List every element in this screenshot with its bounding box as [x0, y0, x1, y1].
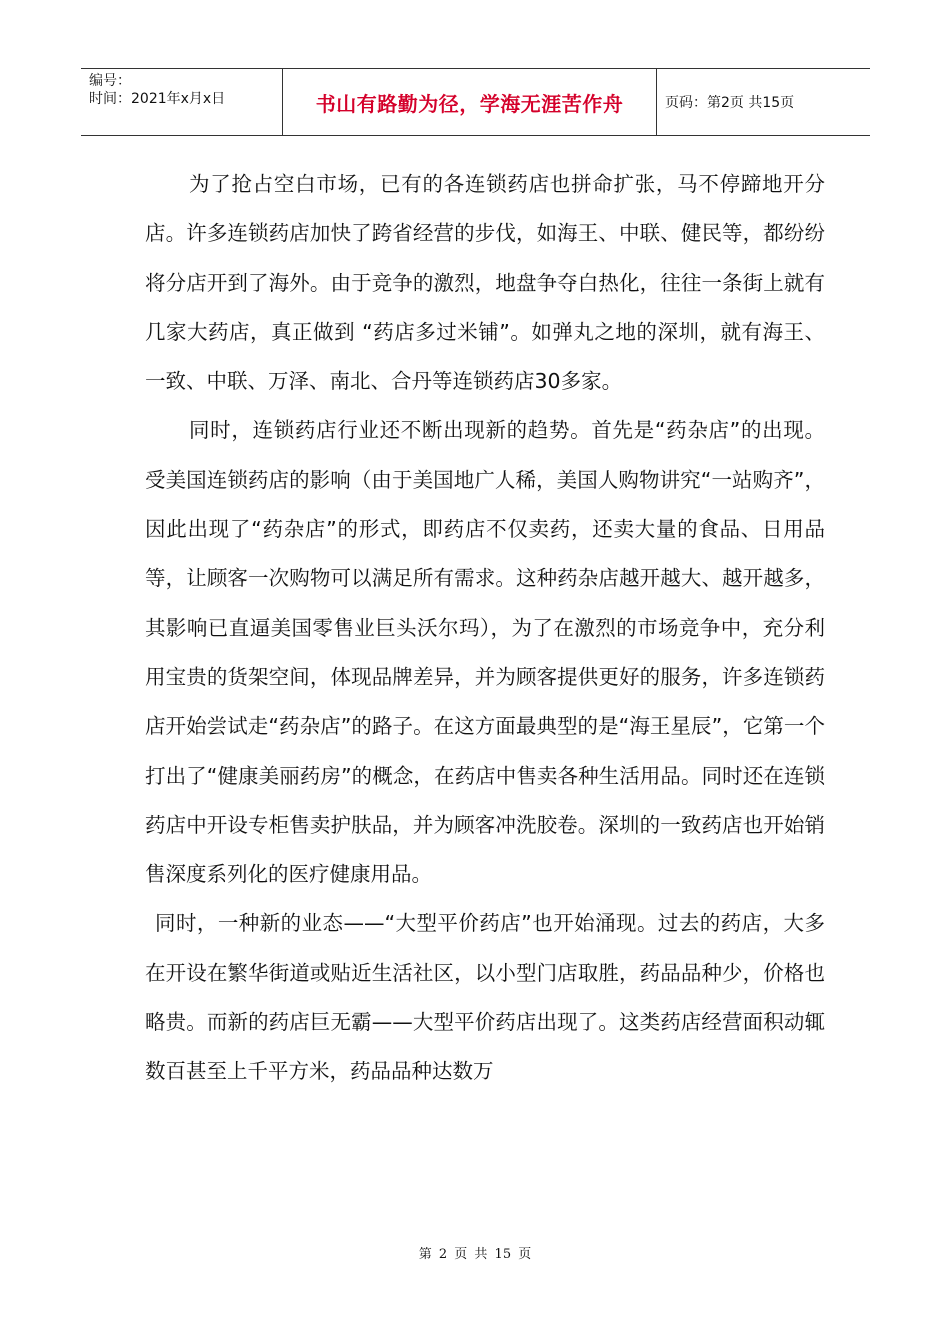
- body-paragraph-2: 同时，连锁药店行业还不断出现新的趋势。首先是“药杂店”的出现。受美国连锁药店的影响（由于美国地广人稀，美国人购物讲究“一站购齐”，因此出现了“药杂店”的形式，即药店不仅卖药，还卖大量的食品、日用品等，让顾客一次购物可以满足所有需求。这种药杂店越开越大、越开越多，其影响已直逼美国零售业巨头沃尔玛），为了在激烈的市场竞争中，充分利用宝贵的货架空间，体现品牌差异，并为顾客提供更好的服务，许多连锁药店开始尝试走“药杂店”的路子。在这方面最典型的是“海王星辰”，它第一个打出了“健康美丽药房”的概念，在药店中售卖各种生活用品。同时还在连锁药店中开设专柜售卖护肤品，并为顾客冲洗胶卷。深圳的一致药店也开始销售深度系列化的医疗健康用品。: [145, 418, 825, 887]
- body-paragraph-1: 为了抢占空白市场，已有的各连锁药店也拼命扩张，马不停蹄地开分店。许多连锁药店加快了跨省经营的步伐，如海王、中联、健民等，都纷纷将分店开到了海外。由于竞争的激烈，地盘争夺白热化，往往一条街上就有几家大药店，真正做到 “药店多过米铺”。如弹丸之地的深圳，就有海王、一致、中联、万泽、南北、合丹等连锁药店30多家。: [145, 172, 825, 394]
- document-number-label: 编号：: [89, 73, 131, 89]
- header-meta-cell: [81, 69, 283, 135]
- header-motto: 书山有路勤为径，学海无涯苦作舟: [283, 69, 657, 135]
- document-body: [145, 160, 825, 1097]
- page-footer: 第 2 页 共 15 页: [418, 1247, 532, 1262]
- document-date-label: 时间：2021年x月x日: [89, 91, 226, 107]
- header-page-info: 页码：第2页 共15页: [665, 95, 795, 111]
- document-header: [81, 68, 870, 136]
- body-paragraph-3: 同时，一种新的业态——“大型平价药店”也开始涌现。过去的药店，大多在开设在繁华街道或贴近生活社区，以小型门店取胜，药品品种少，价格也略贵。而新的药店巨无霸——大型平价药店出现了。这类药店经营面积动辄数百甚至上千平方米，药品品种达数万: [145, 911, 825, 1084]
